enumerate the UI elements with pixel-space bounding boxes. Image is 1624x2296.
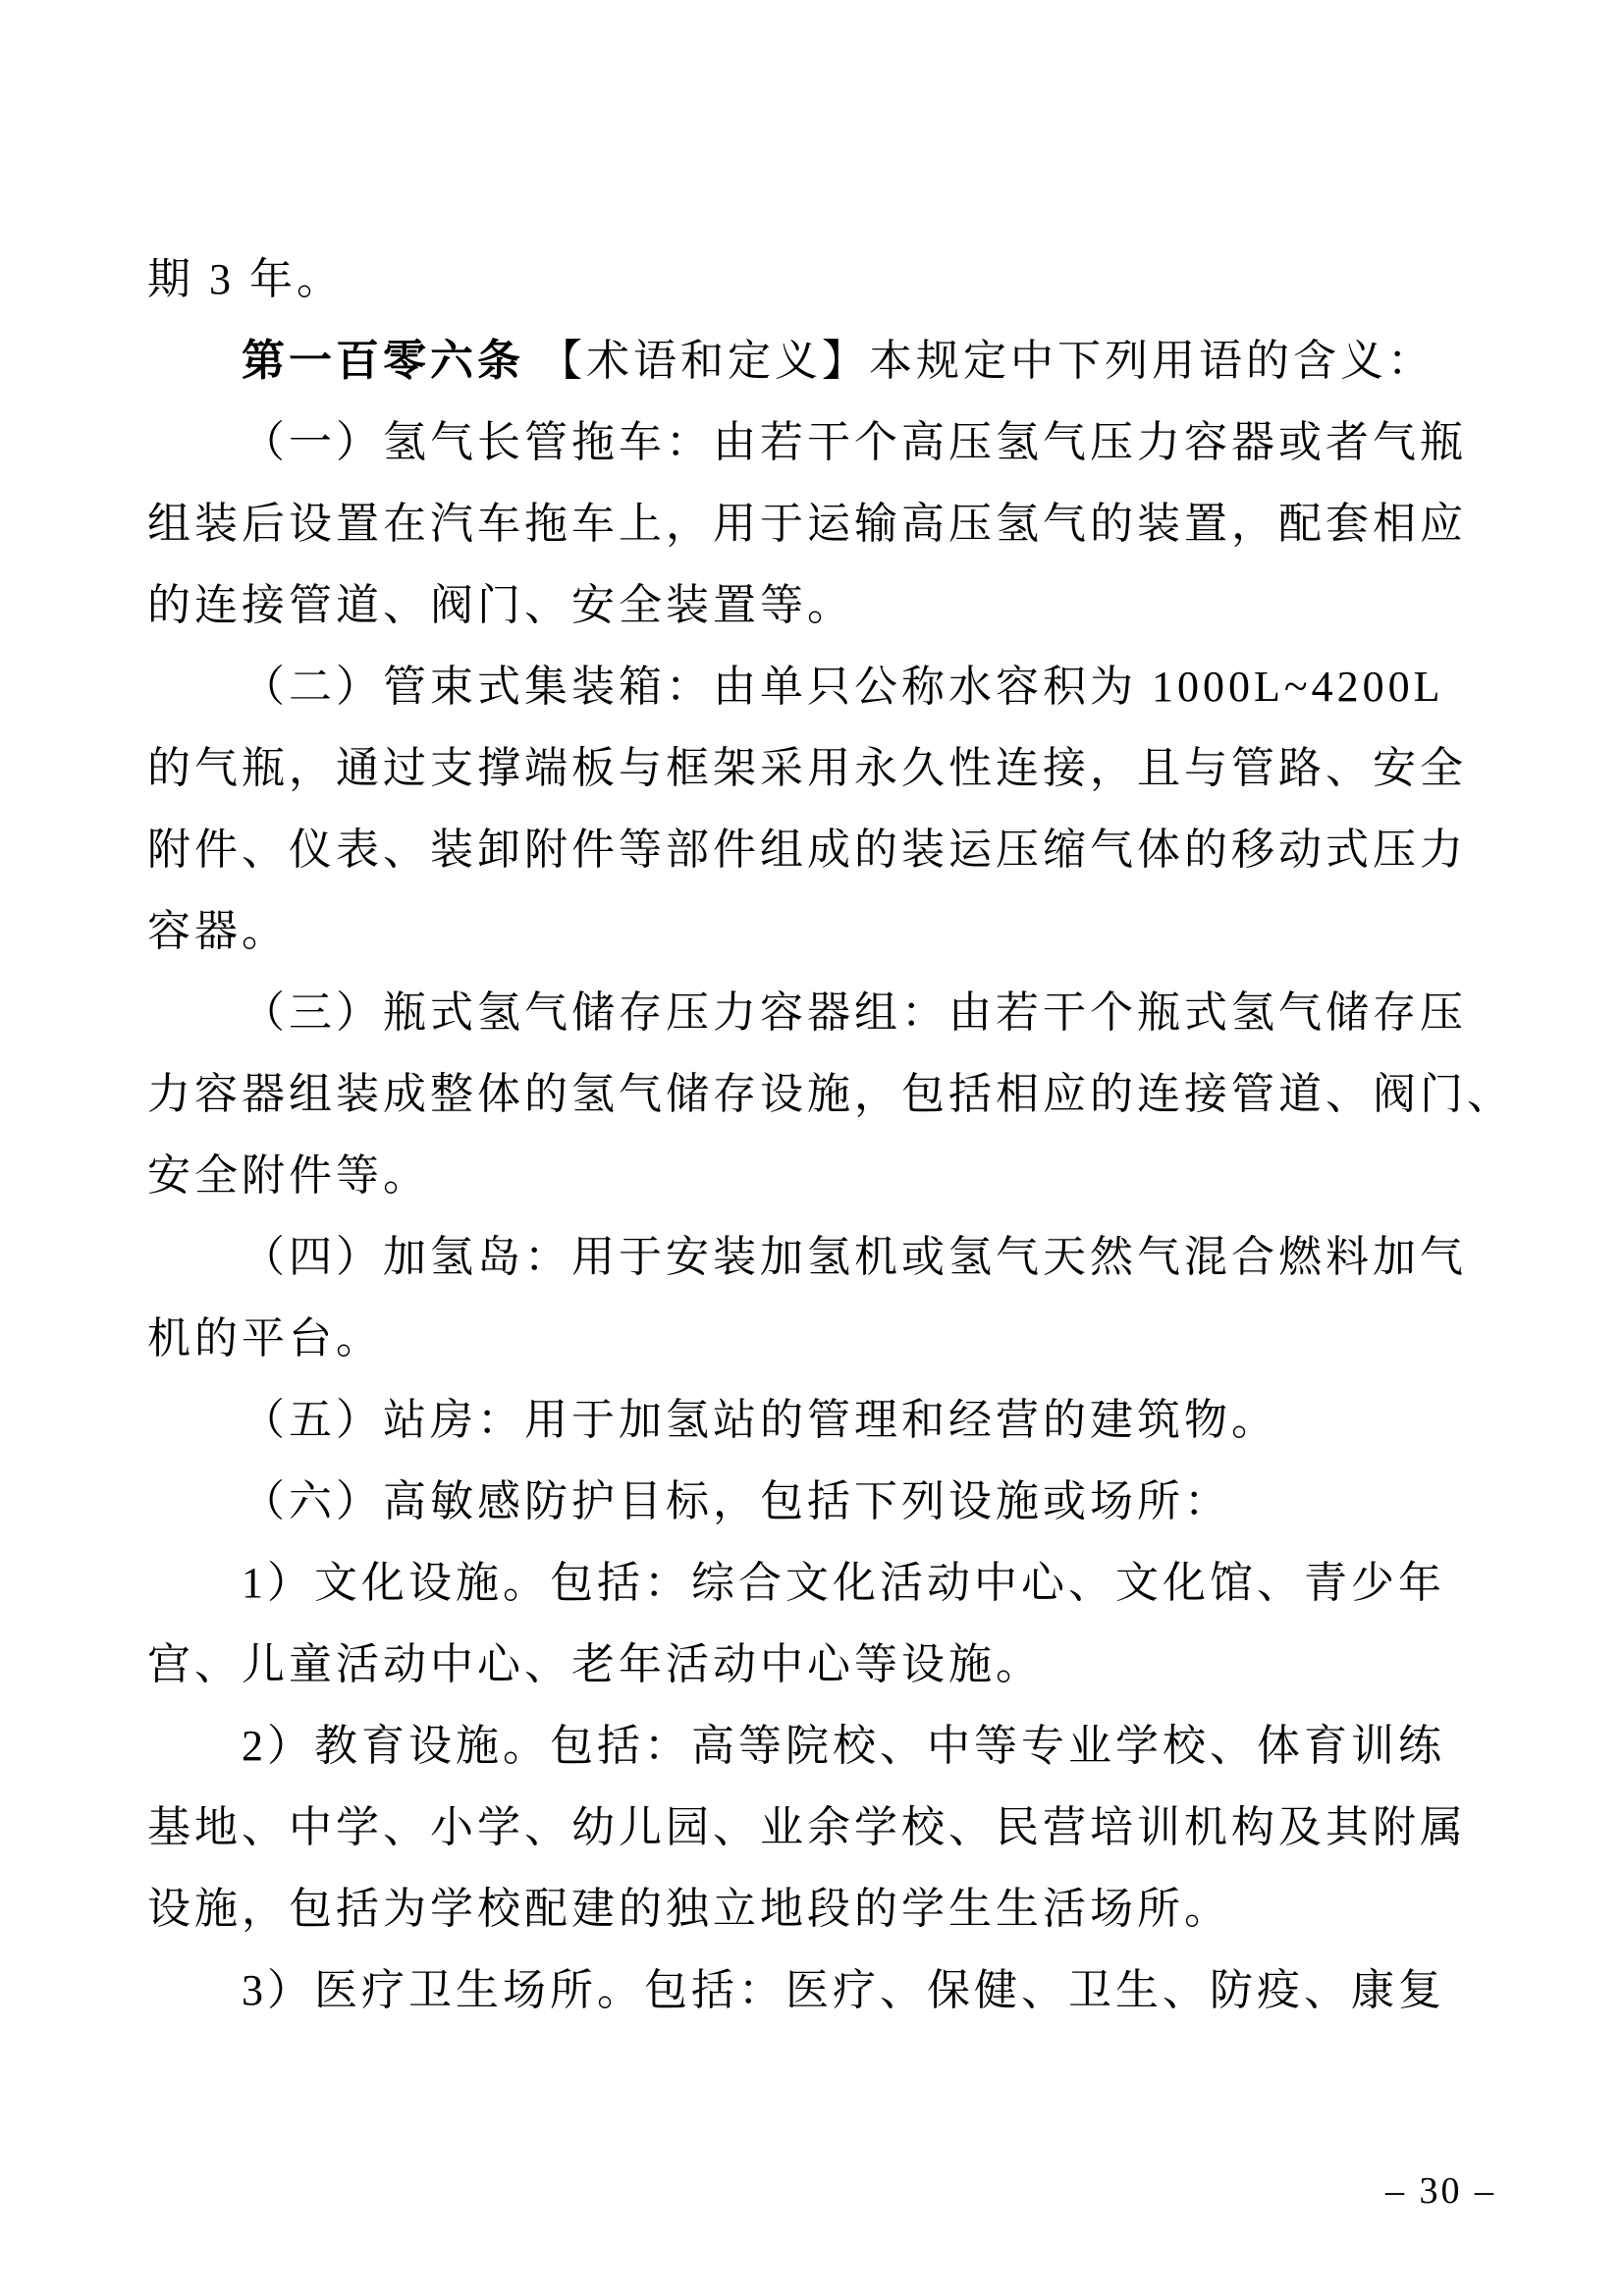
text-line xyxy=(147,564,1496,646)
article-number-label: 第一百零六条 xyxy=(242,337,524,385)
text-segment: 期 3 年。 xyxy=(147,255,344,303)
text-line xyxy=(147,890,1496,972)
page-number: – 30 – xyxy=(1385,2170,1496,2212)
text-line xyxy=(147,1868,1496,1949)
text-segment: （五）站房：用于加氢站的管理和经营的建筑物。 xyxy=(242,1396,1278,1444)
text-segment: 的连接管道、阀门、安全装置等。 xyxy=(147,581,854,629)
text-line xyxy=(147,483,1496,564)
text-line xyxy=(147,401,1496,483)
text-line xyxy=(147,1705,1496,1787)
text-line xyxy=(147,1135,1496,1216)
text-line xyxy=(147,1542,1496,1624)
text-segment: 机的平台。 xyxy=(147,1314,383,1362)
text-segment: 组装后设置在汽车拖车上，用于运输高压氢气的装置，配套相应 xyxy=(147,500,1467,548)
text-line xyxy=(147,1949,1496,2031)
text-segment: 安全附件等。 xyxy=(147,1151,430,1200)
text-line xyxy=(147,1379,1496,1461)
text-segment: （一）氢气长管拖车：由若干个高压氢气压力容器或者气瓶 xyxy=(242,418,1467,466)
text-line xyxy=(147,727,1496,809)
text-segment: 力容器组装成整体的氢气储存设施，包括相应的连接管道、阀门、 xyxy=(147,1070,1514,1118)
text-segment: 2）教育设施。包括：高等院校、中等专业学校、体育训练 xyxy=(242,1722,1445,1770)
text-segment: 宫、儿童活动中心、老年活动中心等设施。 xyxy=(147,1640,1043,1688)
text-line xyxy=(147,320,1496,401)
text-segment: （三）瓶式氢气储存压力容器组：由若干个瓶式氢气储存压 xyxy=(242,988,1467,1037)
text-line xyxy=(147,1461,1496,1542)
text-line xyxy=(147,1787,1496,1868)
text-segment: 容器。 xyxy=(147,907,289,955)
text-segment: （六）高敏感防护目标，包括下列设施或场所： xyxy=(242,1477,1231,1525)
text-segment: 【术语和定义】本规定中下列用语的含义： xyxy=(524,337,1435,385)
text-segment: 3）医疗卫生场所。包括：医疗、保健、卫生、防疫、康复 xyxy=(242,1966,1445,2014)
text-segment: 附件、仪表、装卸附件等部件组成的装运压缩气体的移动式压力 xyxy=(147,826,1467,874)
text-segment: （二）管束式集装箱：由单只公称水容积为 1000L~4200L xyxy=(242,663,1444,711)
document-lines xyxy=(147,239,1514,2031)
text-segment: （四）加氢岛：用于安装加氢机或氢气天然气混合燃料加气 xyxy=(242,1233,1467,1281)
text-line xyxy=(147,1624,1496,1705)
text-segment: 的气瓶，通过支撑端板与框架采用永久性连接，且与管路、安全 xyxy=(147,744,1467,792)
text-segment: 基地、中学、小学、幼儿园、业余学校、民营培训机构及其附属 xyxy=(147,1803,1467,1851)
text-segment: 设施，包括为学校配建的独立地段的学生生活场所。 xyxy=(147,1885,1231,1933)
text-line xyxy=(147,1298,1496,1379)
text-line xyxy=(147,972,1496,1053)
text-line xyxy=(147,809,1496,890)
text-line xyxy=(147,646,1496,727)
text-line xyxy=(147,239,1496,320)
text-line xyxy=(147,1053,1514,1135)
text-line xyxy=(147,1216,1496,1298)
text-segment: 1）文化设施。包括：综合文化活动中心、文化馆、青少年 xyxy=(242,1559,1445,1607)
